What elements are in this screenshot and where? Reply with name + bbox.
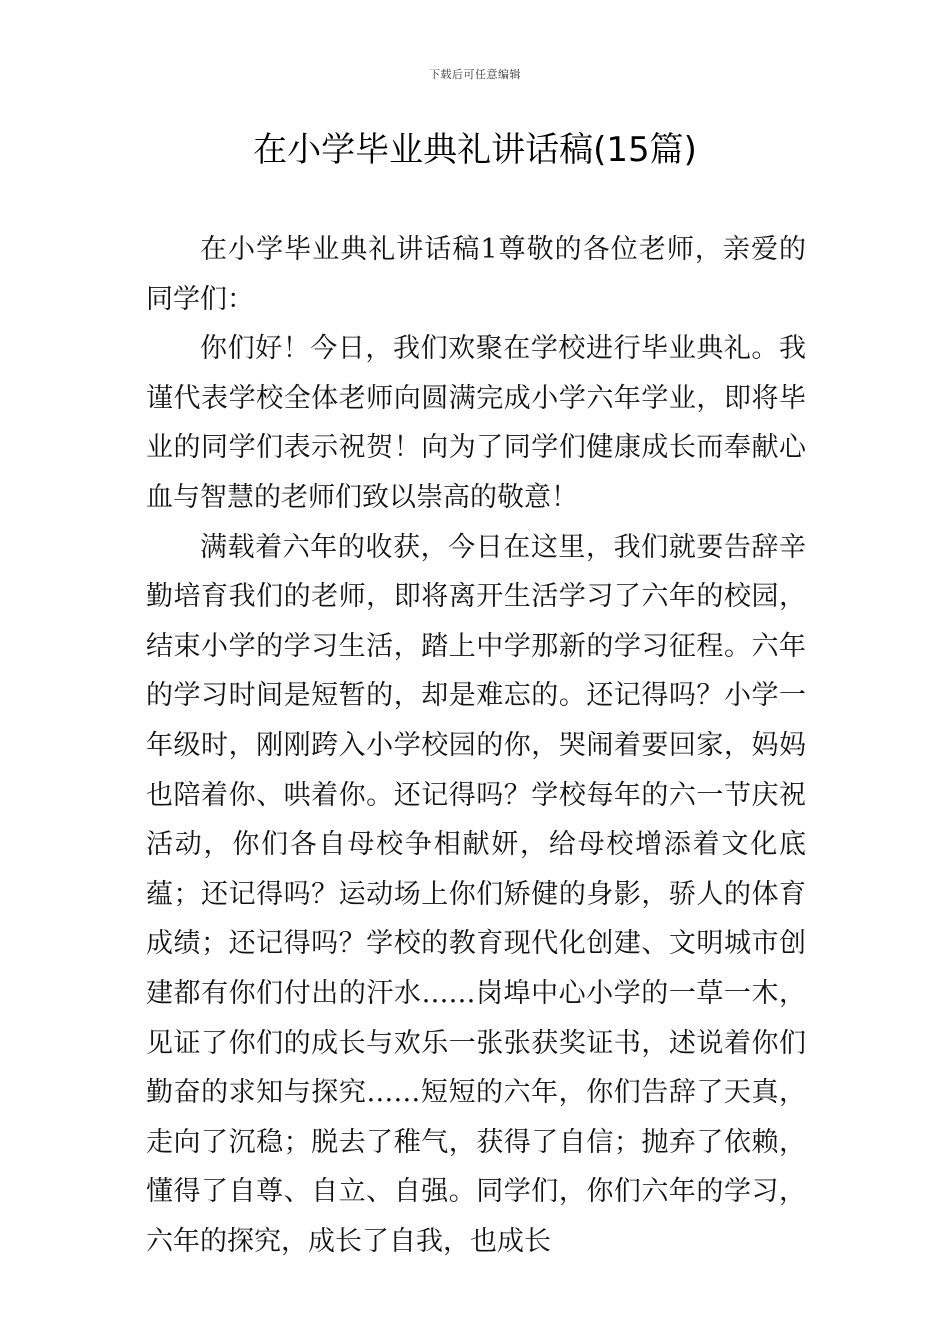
document-body xyxy=(146,225,806,1266)
paragraph-main: 满载着六年的收获，今日在这里，我们就要告辞辛勤培育我们的老师，即将离开生活学习了六年的校园，结束小学的学习生活，踏上中学那新的学习征程。六年的学习时间是短暂的，却是难忘的。还记得吗？小学一年级时，刚刚跨入小学校园的你，哭闹着要回家，妈妈也陪着你、哄着你。还记得吗？学校每年的六一节庆祝活动，你们各自母校争相献妍，给母校增添着文化底蕴；还记得吗？运动场上你们矫健的身影，骄人的体育成绩；还记得吗？学校的教育现代化创建、文明城市创建都有你们付出的汗水……岗埠中心小学的一草一木，见证了你们的成长与欢乐一张张获奖证书，述说着你们勤奋的求知与探究……短短的六年，你们告辞了天真，走向了沉稳；脱去了稚气，获得了自信；抛弃了依赖，懂得了自尊、自立、自强。同学们，你们六年的学习，六年的探究，成长了自我，也成长 xyxy=(146,531,806,1257)
paragraph-greeting: 你们好！今日，我们欢聚在学校进行毕业典礼。我谨代表学校全体老师向圆满完成小学六年学业，即将毕业的同学们表示祝贺！向为了同学们健康成长而奉献心血与智慧的老师们致以崇高的敬意！ xyxy=(146,333,806,513)
page-header-note: 下载后可任意编辑 xyxy=(429,68,521,81)
paragraph-salutation: 在小学毕业典礼讲话稿1尊敬的各位老师，亲爱的同学们： xyxy=(146,234,806,315)
document-title: 在小学毕业典礼讲话稿(15篇) xyxy=(253,130,697,170)
